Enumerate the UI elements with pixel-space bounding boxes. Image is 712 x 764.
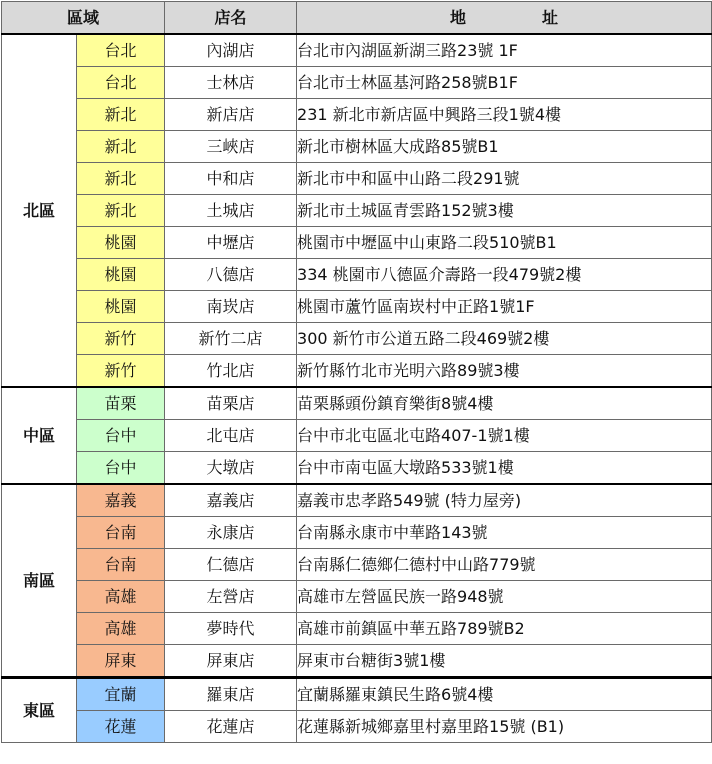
table-row (2, 323, 712, 355)
city-cell: 新北 (77, 99, 165, 131)
table-row (2, 387, 712, 420)
city-cell: 花蓮 (77, 711, 165, 743)
store-cell: 南崁店 (165, 291, 297, 323)
store-cell: 花蓮店 (165, 711, 297, 743)
city-cell: 台南 (77, 517, 165, 549)
city-cell: 屏東 (77, 645, 165, 678)
table-row (2, 163, 712, 195)
table-row (2, 711, 712, 743)
table-row (2, 291, 712, 323)
address-cell: 334 桃園市八德區介壽路一段479號2樓 (297, 259, 712, 291)
address-cell: 新北市樹林區大成路85號B1 (297, 131, 712, 163)
region-group-south (2, 484, 712, 678)
address-cell: 新北市土城區青雲路152號3樓 (297, 195, 712, 227)
table-row (2, 484, 712, 517)
header-region: 區域 (2, 2, 165, 35)
table-row (2, 259, 712, 291)
table-row (2, 227, 712, 259)
table-row (2, 581, 712, 613)
region-group-central (2, 387, 712, 484)
store-cell: 中壢店 (165, 227, 297, 259)
store-cell: 仁德店 (165, 549, 297, 581)
table-row (2, 613, 712, 645)
store-cell: 八德店 (165, 259, 297, 291)
region-cell: 北區 (2, 34, 77, 387)
table-row (2, 420, 712, 452)
header-row (2, 2, 712, 35)
store-cell: 羅東店 (165, 678, 297, 711)
city-cell: 台南 (77, 549, 165, 581)
city-cell: 新竹 (77, 323, 165, 355)
table-row (2, 99, 712, 131)
city-cell: 桃園 (77, 291, 165, 323)
city-cell: 嘉義 (77, 484, 165, 517)
address-cell: 嘉義市忠孝路549號 (特力屋旁) (297, 484, 712, 517)
store-cell: 中和店 (165, 163, 297, 195)
address-cell: 台北市士林區基河路258號B1F (297, 67, 712, 99)
table-row (2, 645, 712, 678)
city-cell: 高雄 (77, 581, 165, 613)
address-cell: 台中市南屯區大墩路533號1樓 (297, 452, 712, 485)
table-row (2, 355, 712, 388)
table-row (2, 131, 712, 163)
city-cell: 苗栗 (77, 387, 165, 420)
store-cell: 新店店 (165, 99, 297, 131)
table-row (2, 517, 712, 549)
address-cell: 新竹縣竹北市光明六路89號3樓 (297, 355, 712, 388)
city-cell: 台中 (77, 452, 165, 485)
address-cell: 桃園市蘆竹區南崁村中正路1號1F (297, 291, 712, 323)
store-cell: 竹北店 (165, 355, 297, 388)
store-cell: 大墩店 (165, 452, 297, 485)
address-cell: 新北市中和區中山路二段291號 (297, 163, 712, 195)
address-cell: 苗栗縣頭份鎮育樂街8號4樓 (297, 387, 712, 420)
address-cell: 300 新竹市公道五路二段469號2樓 (297, 323, 712, 355)
city-cell: 新北 (77, 163, 165, 195)
city-cell: 新北 (77, 195, 165, 227)
region-cell: 南區 (2, 484, 77, 678)
address-cell: 高雄市前鎮區中華五路789號B2 (297, 613, 712, 645)
store-cell: 三峽店 (165, 131, 297, 163)
address-cell: 屏東市台糖街3號1樓 (297, 645, 712, 678)
table-row (2, 549, 712, 581)
address-cell: 台南縣永康市中華路143號 (297, 517, 712, 549)
city-cell: 高雄 (77, 613, 165, 645)
city-cell: 台北 (77, 34, 165, 67)
address-cell: 台中市北屯區北屯路407-1號1樓 (297, 420, 712, 452)
store-cell: 夢時代 (165, 613, 297, 645)
address-cell: 台南縣仁德鄉仁德村中山路779號 (297, 549, 712, 581)
table-row (2, 34, 712, 67)
city-cell: 新竹 (77, 355, 165, 388)
city-cell: 宜蘭 (77, 678, 165, 711)
store-cell: 土城店 (165, 195, 297, 227)
region-cell: 東區 (2, 678, 77, 743)
address-cell: 宜蘭縣羅東鎮民生路6號4樓 (297, 678, 712, 711)
city-cell: 台中 (77, 420, 165, 452)
city-cell: 新北 (77, 131, 165, 163)
store-cell: 左營店 (165, 581, 297, 613)
table-row (2, 67, 712, 99)
region-group-east (2, 678, 712, 743)
table-row (2, 195, 712, 227)
store-cell: 北屯店 (165, 420, 297, 452)
table-header (2, 2, 712, 35)
city-cell: 桃園 (77, 227, 165, 259)
address-cell: 台北市內湖區新湖三路23號 1F (297, 34, 712, 67)
store-cell: 苗栗店 (165, 387, 297, 420)
address-cell: 231 新北市新店區中興路三段1號4樓 (297, 99, 712, 131)
address-cell: 花蓮縣新城鄉嘉里村嘉里路15號 (B1) (297, 711, 712, 743)
region-group-north (2, 34, 712, 387)
header-address-part-2: 址 (542, 8, 559, 27)
store-cell: 屏東店 (165, 645, 297, 678)
store-table (1, 1, 712, 743)
city-cell: 桃園 (77, 259, 165, 291)
table-row (2, 452, 712, 485)
store-cell: 嘉義店 (165, 484, 297, 517)
header-address (297, 2, 712, 35)
header-address-part-1: 地 (450, 8, 467, 27)
store-cell: 士林店 (165, 67, 297, 99)
region-cell: 中區 (2, 387, 77, 484)
store-cell: 永康店 (165, 517, 297, 549)
table-row (2, 678, 712, 711)
address-cell: 桃園市中壢區中山東路二段510號B1 (297, 227, 712, 259)
store-cell: 新竹二店 (165, 323, 297, 355)
city-cell: 台北 (77, 67, 165, 99)
header-store: 店名 (165, 2, 297, 35)
address-cell: 高雄市左營區民族一路948號 (297, 581, 712, 613)
store-cell: 內湖店 (165, 34, 297, 67)
